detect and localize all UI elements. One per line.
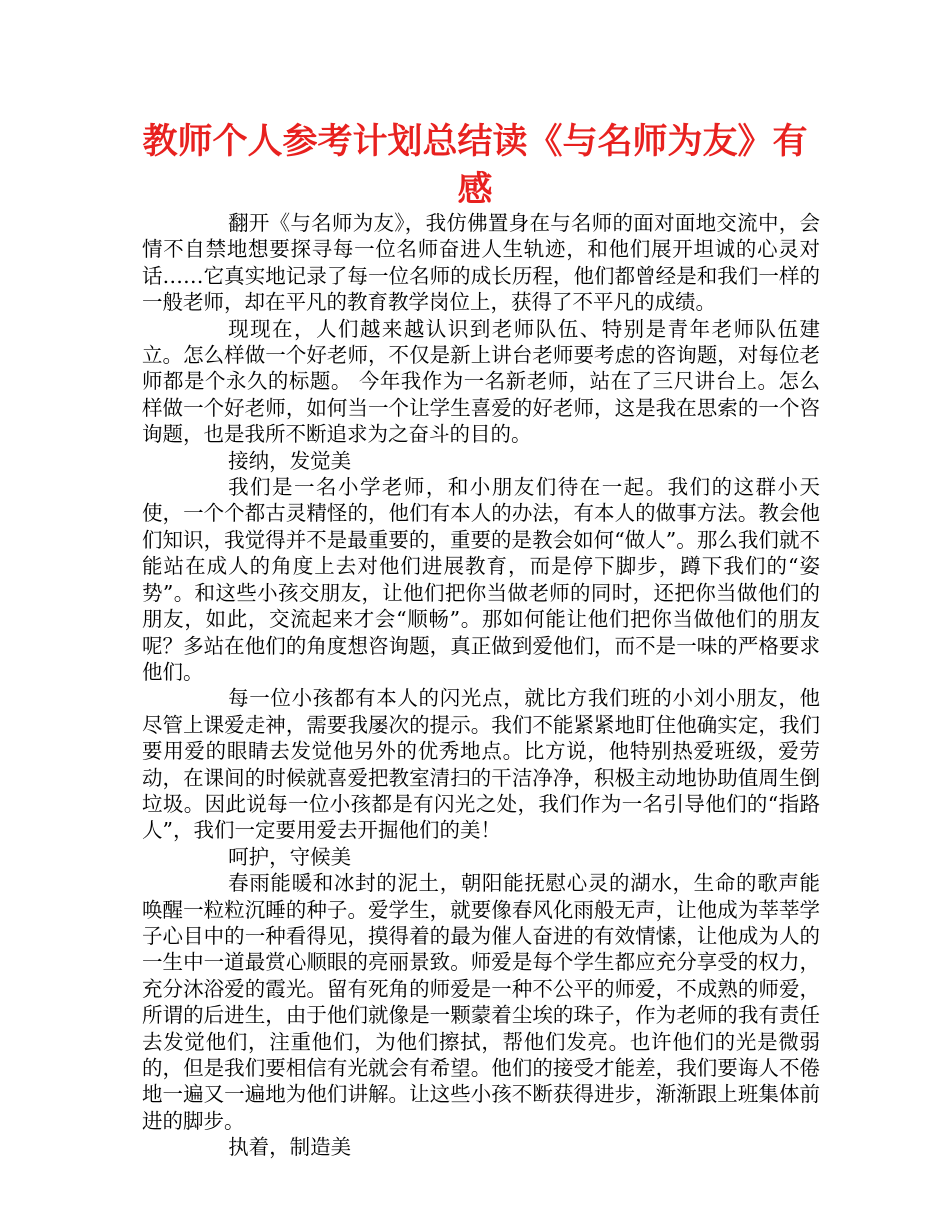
section-heading-accept: 接纳，发觉美 xyxy=(228,448,352,473)
paragraph-spring-rain: 春雨能暖和冰封的泥土，朝阳能抚慰心灵的湖水，生命的歌声能唤醒一粒粒沉睡的种子。爱学生，就要像春风化雨般无声，让他成为莘莘学子心目中的一种看得见，摸得着的最为催人奋进的有效情愫，让他成为人的一生中一道最赏心顺眼的亮丽景致。师爱是每个学生都应充分享受的权力，充分沐浴爱的霞光。留有死角的师爱是一种不公平的师爱，不成熟的师爱，所谓的后进生，由于他们就像是一颗蒙着尘埃的珠子，作为老师的我有责任去发觉他们，注重他们，为他们擦拭，帮他们发亮。也许他们的光是微弱的，但是我们要相信有光就会有希望。他们的接受才能差，我们要诲人不倦地一遍又一遍地为他们讲解。让这些小孩不断获得进步，渐渐跟上班集体前进的脚步。 xyxy=(142,871,820,1133)
section-heading-care: 呵护，守候美 xyxy=(228,844,352,869)
paragraph-shining-points: 每一位小孩都有本人的闪光点，就比方我们班的小刘小朋友，他尽管上课爱走神，需要我屡次的提示。我们不能紧紧地盯住他确实定，我们要用爱的眼睛去发觉他另外的优秀地点。比方说，他特别热爱班级，爱劳动，在课间的时候就喜爱把教室清扫的干洁净净，积极主动地协助值周生倒垃圾。因此说每一位小孩都是有闪光之处，我们作为一名引导他们的“指路人”，我们一定要用爱去开掘他们的美！ xyxy=(142,686,820,843)
paragraph-friends: 我们是一名小学老师，和小朋友们待在一起。我们的这群小天使，一个个都古灵精怪的，他们有本人的办法，有本人的做事方法。教会他们知识，我觉得并不是最重要的，重要的是教会如何“做人”。那么我们就不能站在成人的角度上去对他们进展教育，而是停下脚步，蹲下我们的“姿势”。和这些小孩交朋友，让他们把你当做老师的同时，还把你当做他们的朋友，如此，交流起来才会“顺畅”。那如何能让他们把你当做他们的朋友呢？多站在他们的角度想咨询题，真正做到爱他们，而不是一味的严格要求他们。 xyxy=(142,475,820,684)
section-heading-persist: 执着，制造美 xyxy=(228,1135,352,1160)
paragraph-intro: 翻开《与名师为友》，我仿佛置身在与名师的面对面地交流中，会情不自禁地想要探寻每一位名师奋进人生轨迹，和他们展开坦诚的心灵对话……它真实地记录了每一位名师的成长历程，他们都曾经是和我们一样的一般老师，却在平凡的教育教学岗位上，获得了不平凡的成绩。 xyxy=(142,211,820,315)
document-body xyxy=(142,210,820,1161)
paragraph-teacher-role: 现现在，人们越来越认识到老师队伍、特别是青年老师队伍建立。怎么样做一个好老师，不仅是新上讲台老师要考虑的咨询题，对每位老师都是个永久的标题。 今年我作为一名新老师，站在了三尺讲台上。怎么样做一个好老师，如何当一个让学生喜爱的好老师，这是我在思索的一个咨询题，也是我所不断追求为之奋斗的目的。 xyxy=(142,316,820,447)
document-title: 教师个人参考计划总结读《与名师为友》有感 xyxy=(142,122,808,210)
